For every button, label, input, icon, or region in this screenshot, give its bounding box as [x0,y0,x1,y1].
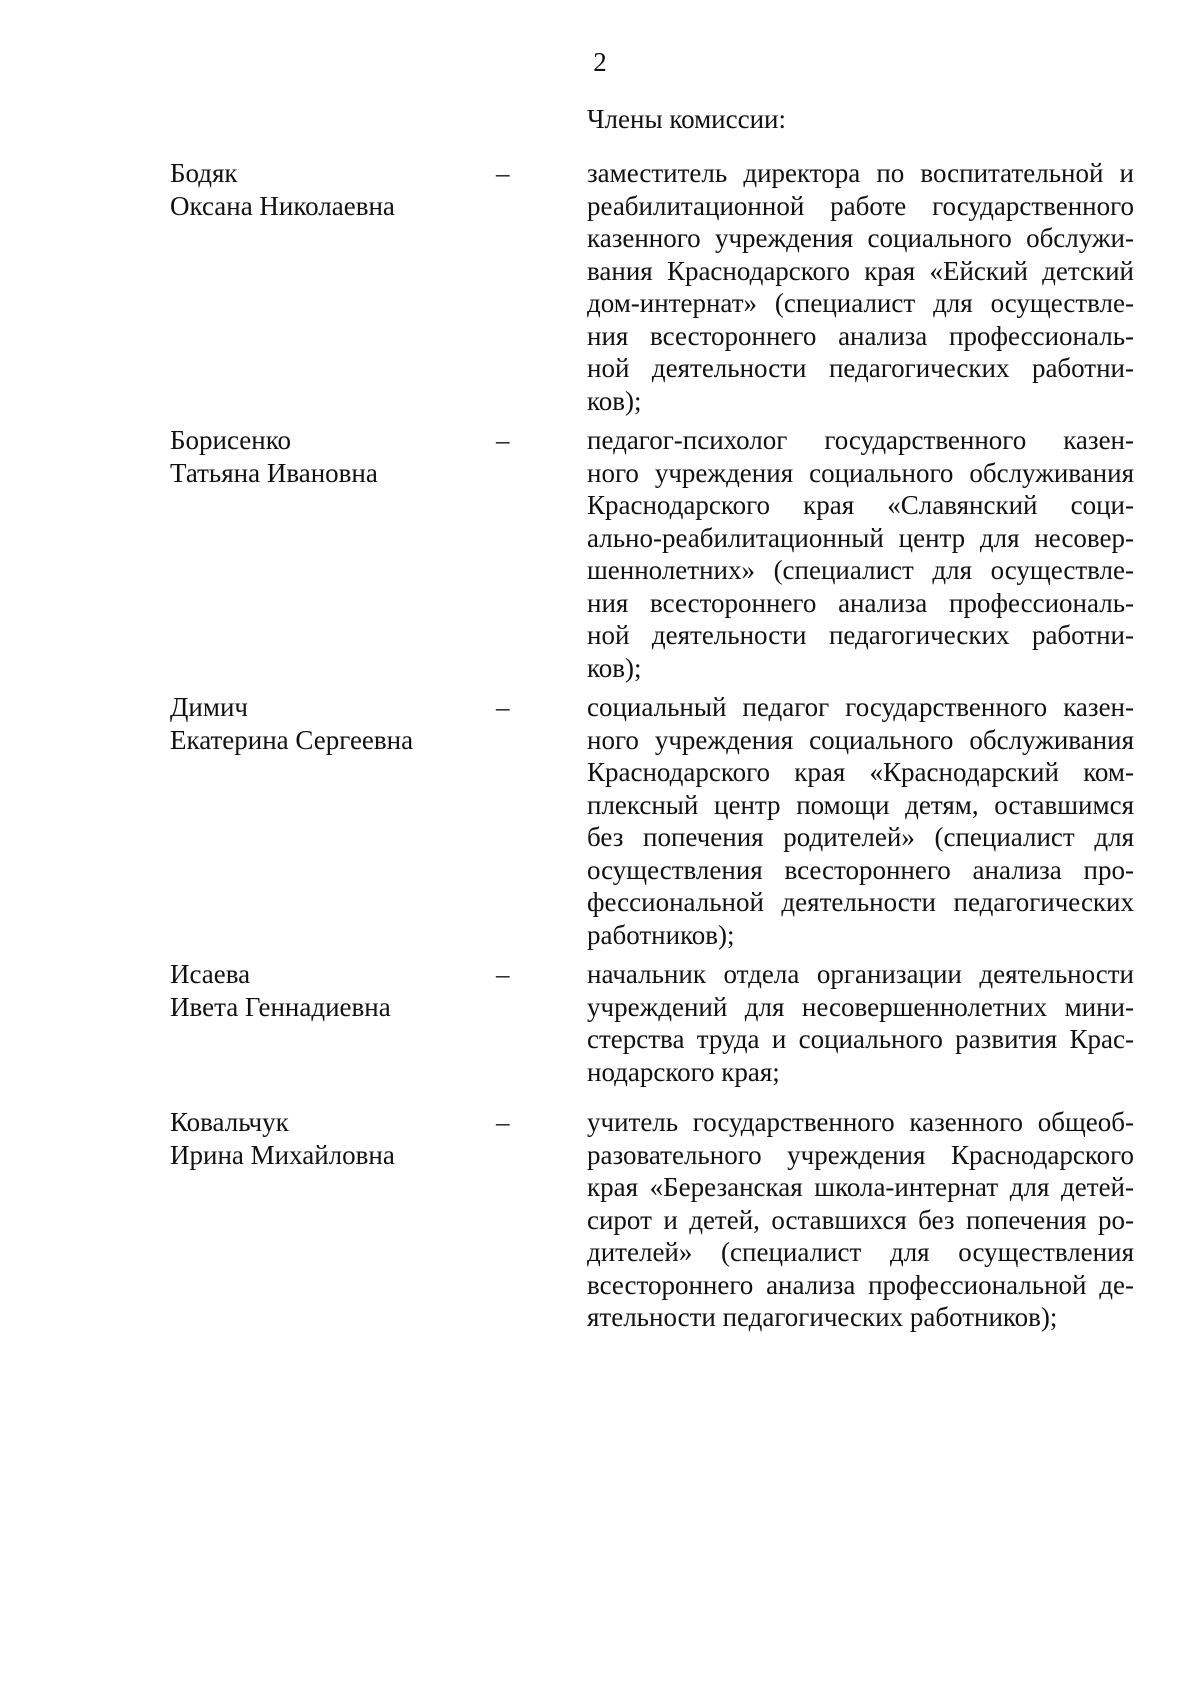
member-surname: Исаева [170,959,251,989]
role-line: дом-интернат» (специалист для осуществле- [587,288,1134,318]
role-line: заместитель директора по воспитательной и [587,158,1134,188]
role-line: ния всестороннего анализа профессиональ- [587,587,1134,618]
member-role [587,691,1134,951]
role-line: ного учреждения социального обслуживания [587,724,1134,755]
role-line: ков); [587,652,642,683]
member-given-names: Оксана Николаевна [170,190,395,221]
member-surname: Ковальчук [170,1107,289,1137]
member-name [170,958,470,1023]
member-role [587,1106,1134,1334]
member-role [587,958,1134,1088]
member-given-names: Ивета Геннадиевна [170,991,391,1022]
role-line: начальник отдела организации деятельности [587,959,1134,989]
dash-separator: – [496,959,510,989]
role-line: стерства труда и социального развития Крас- [587,1024,1134,1054]
role-line: нодарского края; [587,1056,780,1087]
member-role [587,157,1134,417]
role-line: дителей» (специалист для осуществления [587,1237,1134,1267]
role-line: ков); [587,385,642,416]
role-line: учитель государственного казенного общеоб- [587,1107,1134,1137]
section-title: Члены комиссии: [587,104,786,134]
member-name [170,424,470,489]
role-line: ной деятельности педагогических работни- [587,353,1134,383]
member-name [170,691,470,756]
member-surname: Борисенко [170,425,291,455]
role-line: сирот и детей, оставшихся без попечения ро- [587,1204,1134,1235]
dash-separator: – [496,1107,510,1137]
role-line: ной деятельности педагогических работни- [587,620,1134,650]
role-line: вания Краснодарского края «Ейский детский [587,255,1134,286]
role-line: работников); [587,919,735,950]
role-line: шеннолетних» (специалист для осуществле- [587,555,1134,585]
role-line: Краснодарского края «Краснодарский ком- [587,757,1134,787]
member-surname: Бодяк [170,158,238,188]
member-name [170,1106,470,1171]
role-line: разовательного учреждения Краснодарского [587,1139,1134,1170]
role-line: плексный центр помощи детям, оставшимся [587,789,1134,820]
role-line: реабилитационной работе государственного [587,190,1134,221]
dash-separator: – [496,692,510,722]
role-line: ного учреждения социального обслуживания [587,457,1134,488]
role-line: фессиональной деятельности педагогических [587,887,1134,917]
page-number: 2 [593,47,607,77]
role-line: ятельности педагогических работников); [587,1302,1058,1332]
member-given-names: Ирина Михайловна [170,1139,395,1170]
role-line: ния всестороннего анализа профессиональ- [587,320,1134,351]
member-given-names: Екатерина Сергеевна [170,724,414,755]
role-line: ально-реабилитационный центр для несовер- [587,522,1134,553]
member-surname: Димич [170,692,248,722]
role-line: осуществления всестороннего анализа про- [587,854,1134,885]
role-line: края «Березанская школа-интернат для детей- [587,1172,1134,1202]
member-name [170,157,470,222]
dash-separator: – [496,158,510,188]
role-line: казенного учреждения социального обслужи- [587,223,1134,253]
member-role [587,424,1134,684]
member-given-names: Татьяна Ивановна [170,457,378,488]
role-line: педагог-психолог государственного казен- [587,425,1134,455]
role-line: Краснодарского края «Славянский соци- [587,490,1134,520]
role-line: учреждений для несовершеннолетних мини- [587,991,1134,1022]
role-line: всестороннего анализа профессиональной де- [587,1269,1134,1300]
role-line: социальный педагог государственного казен- [587,692,1134,722]
role-line: без попечения родителей» (специалист для [587,822,1134,852]
dash-separator: – [496,425,510,455]
